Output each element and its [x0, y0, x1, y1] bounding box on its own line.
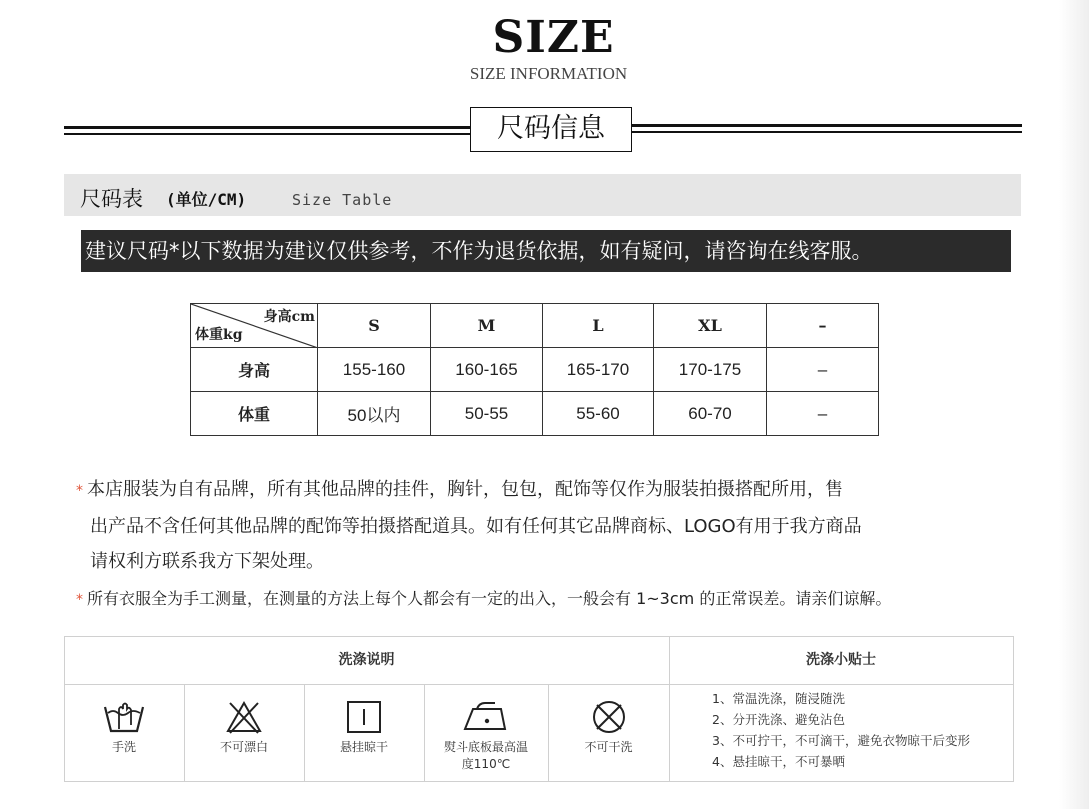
care-label: 悬挂晾干: [339, 740, 388, 754]
size-table-title-en: Size Table: [292, 191, 393, 209]
size-advice-note: 建议尺码*以下数据为建议仅供参考，不作为退货依据，如有疑问，请咨询在线客服。: [81, 230, 1011, 272]
wash-tips-list: [712, 688, 970, 772]
table-header-row: [191, 304, 879, 348]
table-cell: –: [767, 348, 879, 392]
column-header: S: [318, 304, 431, 348]
brand-notice-line: 请权利方联系我方下架处理。: [90, 551, 324, 572]
care-item-iron: [424, 685, 548, 781]
wash-instructions-header: 洗涤说明: [338, 652, 395, 668]
page-title: SIZE: [492, 12, 615, 63]
hand-wash-icon: [102, 699, 146, 735]
table-cell: 170-175: [654, 348, 767, 392]
brand-notice: [76, 472, 1006, 579]
table-cell: 155-160: [318, 348, 431, 392]
table-border: [64, 781, 1014, 782]
size-table: [190, 303, 879, 436]
no-bleach-icon: [222, 699, 266, 735]
divider-rule-left-bottom: [64, 133, 470, 135]
star-bullet-icon: *: [76, 483, 83, 499]
column-header: M: [431, 304, 543, 348]
wash-care-table: [64, 636, 1014, 782]
table-cell: 160-165: [431, 348, 543, 392]
table-corner-cell: [191, 304, 318, 348]
brand-notice-line: * 本店服装为自有品牌，所有其他品牌的挂件，胸针，包包，配饰等仅作为服装拍摄搭配所用，售: [76, 479, 843, 500]
corner-weight-label: 体重kg: [195, 327, 243, 343]
table-border: [1013, 636, 1014, 782]
page-edge-shade: [1059, 0, 1089, 809]
care-item-no-bleach: [184, 685, 304, 781]
care-item-hand-wash: [64, 685, 184, 781]
table-cell: 55-60: [543, 392, 654, 436]
care-label: 熨斗底板最高温度110℃: [443, 740, 528, 771]
table-row: [191, 392, 879, 436]
row-label: 体重: [191, 392, 318, 436]
corner-height-label: 身高cm: [263, 309, 315, 325]
table-cell: 50以内: [318, 392, 431, 436]
measurement-notice: * 所有衣服全为手工测量，在测量的方法上每个人都会有一定的出入，一般会有 1~3cm 的正常误差。请亲们谅解。: [76, 589, 892, 608]
divider-rule-right-bottom: [632, 131, 1022, 133]
star-bullet-icon: *: [76, 592, 83, 608]
iron-icon: [461, 699, 511, 735]
table-cell: –: [767, 392, 879, 436]
wash-tips-header: 洗涤小贴士: [806, 652, 876, 668]
column-header: L: [543, 304, 654, 348]
divider-rule-right-top: [632, 124, 1022, 127]
care-label: 不可漂白: [219, 740, 268, 754]
column-header: –: [767, 304, 879, 348]
care-label: 手洗: [111, 740, 136, 754]
size-table-unit: (单位/CM): [166, 190, 247, 209]
row-label: 身高: [191, 348, 318, 392]
page-subtitle: SIZE INFORMATION: [469, 64, 628, 83]
column-header: XL: [654, 304, 767, 348]
table-cell: 60-70: [654, 392, 767, 436]
size-table-title: 尺码表: [80, 187, 143, 211]
list-item: 4、悬挂晾干，不可暴晒: [712, 754, 845, 769]
care-label: 不可干洗: [584, 740, 633, 754]
brand-notice-line: 出产品不含任何其他品牌的配饰等拍摄搭配道具。如有任何其它品牌商标、LOGO有用于我方商品: [90, 516, 862, 537]
table-cell: 165-170: [543, 348, 654, 392]
list-item: 1、常温洗涤，随浸随洗: [712, 691, 845, 706]
table-row: [191, 348, 879, 392]
divider-rule-left-top: [64, 126, 470, 129]
size-table-heading-bar: [64, 174, 1021, 216]
care-item-hang-dry: [304, 685, 424, 781]
list-item: 2、分开洗涤、避免沾色: [712, 712, 845, 727]
hang-dry-icon: [342, 699, 386, 735]
care-item-no-dry-clean: [548, 685, 669, 781]
section-heading-box: 尺码信息: [470, 107, 632, 152]
no-dry-clean-icon: [587, 699, 631, 735]
table-cell: 50-55: [431, 392, 543, 436]
list-item: 3、不可拧干，不可滴干，避免衣物晾干后变形: [712, 733, 970, 748]
